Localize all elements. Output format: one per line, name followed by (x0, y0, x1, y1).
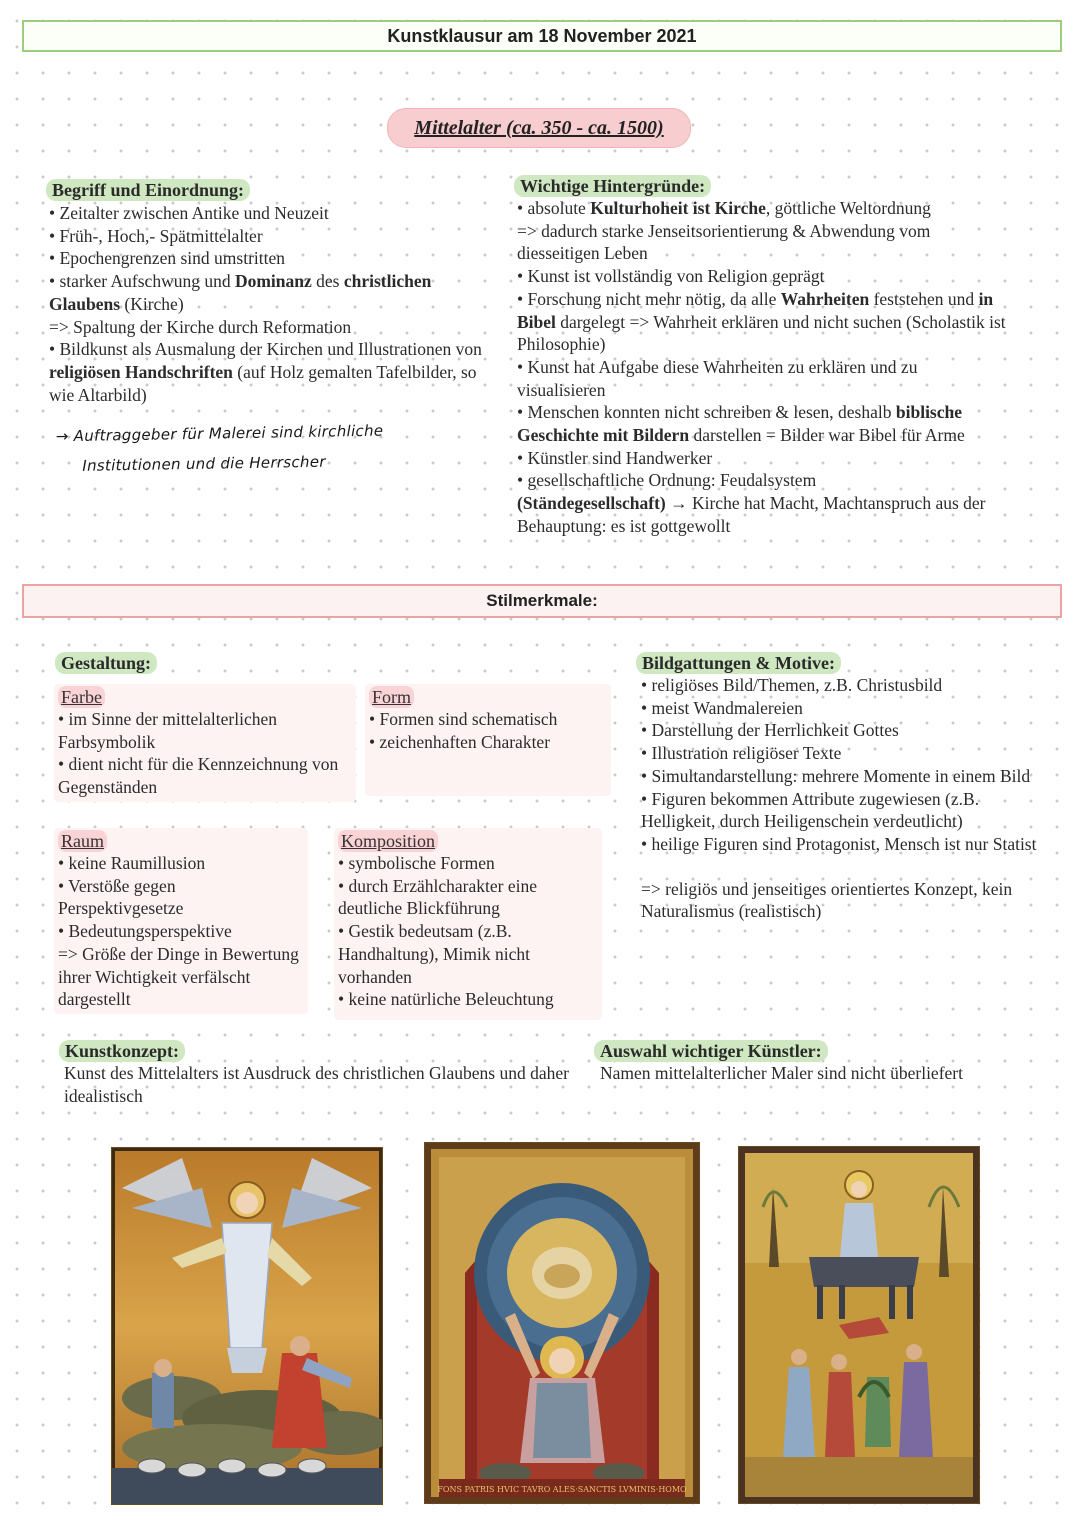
begriff-b4: • starker Aufschwung und Dominanz des christlichen Glaubens (Kirche) (49, 271, 432, 314)
bild-b3: • Darstellung der Herrlichkeit Gottes (641, 720, 899, 741)
gestaltung-heading-wrap (55, 652, 157, 674)
bild-b6: • Figuren bekommen Attribute zugewiesen (z.B. Helligkeit, durch Heiligenschein verdeutlicht) (641, 788, 980, 832)
gestaltung-heading: Gestaltung: (55, 652, 157, 674)
hint-b8: • gesellschaftliche Ordnung: Feudalsystem (517, 470, 817, 491)
hint-b5: • Kunst hat Aufgabe diese Wahrheiten zu erklären und zu visualisieren (517, 356, 918, 400)
stilmerkmale-banner (22, 584, 1062, 618)
bild-b4: • Illustration religiöser Texte (641, 743, 842, 764)
begriff-section (46, 179, 486, 406)
farbe-box (54, 684, 356, 802)
raum-heading: Raum (58, 830, 107, 852)
hintergruende-heading: Wichtige Hintergründe: (514, 175, 711, 197)
artwork-angel-shepherds (111, 1147, 383, 1505)
farbe-heading: Farbe (58, 686, 105, 708)
komposition-b4: • keine natürliche Beleuchtung (338, 989, 554, 1010)
begriff-b1: • Zeitalter zwischen Antike und Neuzeit (49, 203, 329, 223)
hint-b1: • absolute Kulturhoheit ist Kirche, göttliche Weltordnung (517, 198, 931, 218)
hint-b9: (Ständegesellschaft) → Kirche hat Macht, Machtanspruch aus der Behauptung: es ist gottgewollt (517, 493, 986, 536)
kunstkonzept-section (59, 1040, 569, 1107)
hint-b2: => dadurch starke Jenseitsorientierung & Abwendung vom diesseitigen Leben (517, 220, 931, 264)
entry-jerusalem-illustration (739, 1147, 979, 1503)
raum-b3: • Bedeutungsperspektive (58, 921, 232, 942)
angel-shepherds-illustration (112, 1148, 382, 1504)
epoch-title: Mittelalter (ca. 350 - ca. 1500) (387, 108, 691, 148)
bild-b7: • heilige Figuren sind Protagonist, Mensch ist nur Statist (641, 833, 1037, 854)
raum-box (54, 828, 308, 1014)
kuenstler-heading: Auswahl wichtiger Künstler: (594, 1040, 828, 1062)
hint-b3: • Kunst ist vollständig von Religion geprägt (517, 266, 825, 287)
bild-b2: • meist Wandmalereien (641, 697, 803, 718)
form-box (365, 684, 611, 796)
bild-b5: • Simultandarstellung: mehrere Momente in einem Bild (641, 765, 1031, 786)
bild-b1: • religiöses Bild/Themen, z.B. Christusbild (641, 675, 943, 695)
raum-b4: => Größe der Dinge in Bewertung ihrer Wichtigkeit verfälscht dargestellt (58, 943, 299, 1010)
komposition-b2: • durch Erzählcharakter eine deutliche Blickführung (338, 875, 537, 919)
bild-conclusion: => religiös und jenseitiges orientiertes Konzept, kein Naturalismus (realistisch) (641, 878, 1013, 922)
kuenstler-text: Namen mittelalterlicher Maler sind nicht überliefert (600, 1063, 963, 1083)
farbe-b2: • dient nicht für die Kennzeichnung von Gegenständen (58, 754, 339, 798)
hint-b6: • Menschen konnten nicht schreiben & lesen, deshalb biblische Geschichte mit Bildern darstellen = Bilder war Bibel für Arme (517, 402, 965, 446)
komposition-box (334, 828, 602, 1020)
bildgattungen-heading: Bildgattungen & Motive: (636, 652, 841, 674)
raum-b2: • Verstöße gegen Perspektivgesetze (58, 875, 184, 919)
hint-b7: • Künstler sind Handwerker (517, 447, 713, 468)
begriff-b2: • Früh-, Hoch,- Spätmittelalter (49, 225, 263, 246)
form-heading: Form (369, 686, 414, 708)
note-line-1: → Auftraggeber für Malerei sind kirchliche (55, 421, 384, 446)
begriff-b5: => Spaltung der Kirche durch Reformation (49, 316, 352, 337)
komposition-heading: Komposition (338, 830, 438, 852)
bildgattungen-section (636, 652, 1040, 923)
page-title: Kunstklausur am 18 November 2021 (387, 26, 697, 46)
artwork-christ-mandorla (424, 1142, 700, 1504)
form-b2: • zeichenhaften Charakter (369, 731, 551, 752)
hint-b4: • Forschung nicht mehr nötig, da alle Wahrheiten feststehen und in Bibel dargelegt => Wahrheit erklären und nicht suchen (Scholastik ist Philosophie) (517, 288, 1006, 355)
artwork-entry-jerusalem (738, 1146, 980, 1504)
page-title-banner (22, 20, 1062, 52)
komposition-b3: • Gestik bedeutsam (z.B. Handhaltung), Mimik nicht vorhanden (338, 921, 530, 987)
farbe-b1: • im Sinne der mittelalterlichen Farbsymbolik (58, 709, 277, 752)
raum-b1: • keine Raumillusion (58, 853, 206, 873)
begriff-heading: Begriff und Einordnung: (46, 179, 250, 201)
komposition-b1: • symbolische Formen (338, 853, 495, 873)
note-line-2: Institutionen und die Herrscher (82, 452, 326, 475)
form-b1: • Formen sind schematisch (369, 709, 558, 729)
hintergruende-section (514, 175, 1006, 538)
kuenstler-section (594, 1040, 1034, 1085)
handwritten-note (56, 415, 437, 482)
begriff-b6: • Bildkunst als Ausmalung der Kirchen und Illustrationen von religiösen Handschriften (auf Holz gemalten Tafelbilder, so wie Altarbild) (49, 339, 482, 405)
christ-mandorla-illustration (425, 1143, 699, 1503)
kunstkonzept-text: Kunst des Mittelalters ist Ausdruck des christlichen Glaubens und daher idealistisch (64, 1063, 569, 1106)
stilmerkmale-title: Stilmerkmale: (486, 591, 598, 610)
inscription-text: FONS PATRIS HVIC TAVRO ALES·SANCTIS LVMINIS·HOMO (437, 1485, 687, 1494)
kunstkonzept-heading: Kunstkonzept: (59, 1040, 185, 1062)
begriff-b3: • Epochengrenzen sind umstritten (49, 248, 285, 269)
